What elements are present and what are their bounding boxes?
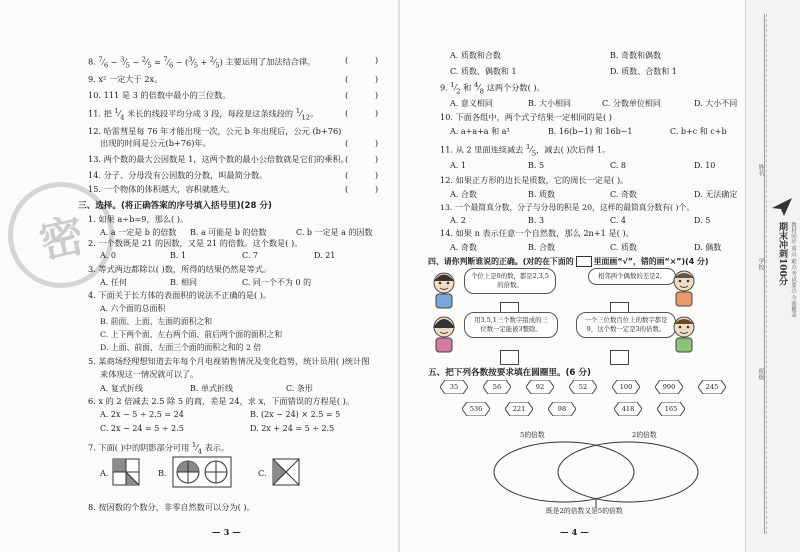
option-a[interactable]: A. 任何 xyxy=(100,278,127,287)
brand-tagline: 教材同步 重点 难点 考试要点 全面覆盖 xyxy=(790,222,796,317)
number-tile[interactable]: 92 xyxy=(526,380,554,394)
answer-paren[interactable]: ( ) xyxy=(345,170,379,180)
option-a[interactable]: A. 2x − 5 ÷ 2.5 = 24 xyxy=(100,410,184,419)
option-d[interactable]: D. 上面、前面、左面三个面的面积之和的 2 倍 xyxy=(100,343,262,352)
answer-paren[interactable]: ( ) xyxy=(345,90,379,100)
option-c[interactable]: C. 8 xyxy=(610,161,627,170)
option-c[interactable]: C. 上下两个面、左右两个面、前后两个面的面积之和 xyxy=(100,330,283,339)
venn-diagram xyxy=(486,424,706,510)
choice-q7: 7. 下面( )中的阴影部分可用 $^1⁄_4$ 表示。 xyxy=(88,441,230,456)
answer-box-3[interactable] xyxy=(500,350,519,365)
option-b[interactable]: B. (2x − 24) × 2.5 = 5 xyxy=(250,410,341,419)
answer-paren[interactable]: ( ) xyxy=(345,138,379,148)
r-q12: 12. 如果正方形的边长是质数，它的周长一定是( )。 xyxy=(440,175,629,185)
option-b[interactable]: B. 5 xyxy=(528,161,545,170)
number-tile[interactable]: 221 xyxy=(505,402,533,416)
option-b[interactable]: B. 质数 xyxy=(528,190,555,199)
name-label: 姓名 xyxy=(757,164,764,176)
shaded-square-figure xyxy=(112,458,140,486)
choice-q5: 5. 某商场经理想知道去年每个月电视销售情况及变化趋势，统计员用( )统计图 xyxy=(88,356,370,366)
child-figure-icon xyxy=(428,314,460,354)
option-c[interactable]: C. b 一定是 a 的因数 xyxy=(296,228,373,237)
section-4-title: 四、请你判断谁说的正确。(对的在下面的 里面画“√”，错的画“×”)(4 分) xyxy=(428,257,709,266)
school-label: 学校 xyxy=(757,258,764,270)
choice-q4: 4. 下面关于长方体的表面积的说法不正确的是( )。 xyxy=(88,290,272,300)
option-b[interactable]: B. a 可能是 b 的倍数 xyxy=(190,228,267,237)
venn-label-left: 5的倍数 xyxy=(520,431,545,439)
q11: 11. 把 $^1⁄_4$ 米长的线段平均分成 3 段，每段是这条线段的 $^1⁄_{12}$。 xyxy=(88,107,319,122)
r-q13: 13. 一个最简真分数，分子与分母的积是 20，这样的最简真分数有( )个。 xyxy=(440,203,695,212)
answer-box-4[interactable] xyxy=(610,350,629,365)
option-d[interactable]: D. 21 xyxy=(314,251,336,260)
option-b[interactable]: B. 单式折线 xyxy=(190,384,233,393)
class-label: 班级 xyxy=(757,368,764,380)
option-b[interactable]: B. 3 xyxy=(528,216,545,225)
shaded-triangle-figure xyxy=(272,458,300,486)
number-tile[interactable]: 98 xyxy=(548,402,576,416)
choice-q2: 2. 一个数既是 21 的因数，又是 21 的倍数。这个数是( )。 xyxy=(88,238,303,248)
option-a[interactable]: A. 0 xyxy=(100,251,116,260)
shaded-circles-figure xyxy=(172,456,232,488)
option-b[interactable]: B. 1 xyxy=(170,251,187,260)
answer-paren[interactable]: ( ) xyxy=(345,55,379,65)
paper-plane-logo-icon xyxy=(770,196,794,218)
q10: 10. 111 是 3 的倍数中最小的三位数。 xyxy=(88,90,231,100)
q13: 13. 两个数的最大公因数是 1，这两个数的最小公倍数就是它们的乘积。 xyxy=(88,154,349,164)
q14: 14. 分子、分母没有公因数的分数，叫最简分数。 xyxy=(88,170,268,180)
option-d[interactable]: D. 10 xyxy=(694,161,716,170)
q15: 15. 一个物体的体积越大，容积就越大。 xyxy=(88,184,235,194)
answer-paren[interactable]: ( ) xyxy=(345,154,379,164)
option-c[interactable]: C. 奇数 xyxy=(610,190,637,199)
r-q10: 10. 下面各组中，两个式子结果一定相同的是( ) xyxy=(440,112,612,122)
number-tile[interactable]: 100 xyxy=(612,380,640,394)
answer-paren[interactable]: ( ) xyxy=(345,74,379,84)
exam-page-4 xyxy=(400,0,745,552)
option-a[interactable]: A. 质数和合数 xyxy=(450,51,501,60)
number-tile[interactable]: 245 xyxy=(698,380,726,394)
option-c[interactable]: C. 条形 xyxy=(286,384,313,393)
q12-line2: 出现的时间是公元(b+76)年。 xyxy=(100,138,211,148)
option-c[interactable]: C. 7 xyxy=(242,251,259,260)
venn-label-right: 2的倍数 xyxy=(632,431,657,439)
option-a[interactable]: A. 2 xyxy=(450,216,466,225)
r-q9: 9. $^1⁄_2$ 和 $^4⁄_8$ 这两个分数( )。 xyxy=(440,81,545,96)
number-tile[interactable]: 418 xyxy=(614,402,642,416)
option-b[interactable]: B. 奇数和偶数 xyxy=(610,51,661,60)
statement-bubble-3: 用3,5,1三个数字组成的三位数一定能被3整除。 xyxy=(464,312,558,338)
page-number: — 4 — xyxy=(560,528,589,538)
option-b[interactable]: B. 合数 xyxy=(528,243,555,252)
number-tile[interactable]: 536 xyxy=(462,402,490,416)
option-c[interactable]: C. 质数、偶数和 1 xyxy=(450,67,517,76)
answer-paren[interactable]: ( ) xyxy=(345,108,379,118)
option-a[interactable]: A. 奇数 xyxy=(450,243,477,252)
answer-paren[interactable]: ( ) xyxy=(345,184,379,194)
option-c[interactable]: C. 4 xyxy=(610,216,627,225)
option-d[interactable]: D. 质数、合数和 1 xyxy=(610,67,677,76)
choice-q6: 6. x 的 2 倍减去 2.5 除 5 的商，差是 24，求 x，下面错误的方程是( )。 xyxy=(88,396,355,406)
option-d[interactable]: D. 无法确定 xyxy=(694,190,738,199)
section-5-title: 五、把下列各数按要求填在圆圈里。(6 分) xyxy=(428,368,591,378)
option-b[interactable]: B. 前面、上面、左面的面积之和 xyxy=(100,317,213,326)
option-a[interactable]: A. 合数 xyxy=(450,190,477,199)
venn-label-bottom: 既是2的倍数又是5的倍数 xyxy=(546,507,623,515)
child-figure-icon xyxy=(668,268,700,308)
number-tile[interactable]: 990 xyxy=(655,380,683,394)
option-d[interactable]: D. 5 xyxy=(694,216,711,225)
secret-stamp: 密 xyxy=(8,182,114,288)
option-b[interactable]: B. 相同 xyxy=(170,278,197,287)
exam-page-3 xyxy=(0,0,398,552)
option-c[interactable]: C. 质数 xyxy=(610,243,637,252)
option-d[interactable]: D. 大小不同 xyxy=(694,99,738,108)
option-c[interactable]: C. 同一个不为 0 的 xyxy=(242,278,312,287)
option-c[interactable]: C. b+c 和 c+b xyxy=(670,127,727,136)
r-q14: 14. 如果 n 表示任意一个自然数，那么 2n+1 是( )。 xyxy=(440,228,634,238)
brand-title: 期末冲刺100分 xyxy=(777,222,787,286)
statement-bubble-1: 个位上是0的数，都是2,3,5的倍数。 xyxy=(464,268,556,294)
child-figure-icon xyxy=(428,270,460,310)
r-q11: 11. 从 2 里面连续减去 $^1⁄_5$，减去( )次后得 1。 xyxy=(440,143,611,158)
number-tile[interactable]: 56 xyxy=(483,380,511,394)
q12: 12. 哈雷彗星每 76 年才能出现一次，公元 b 年出现后，公元 (b+76) xyxy=(88,126,342,136)
option-a[interactable]: A. 意义相同 xyxy=(450,99,493,108)
statement-bubble-4: 一个三位数百位上的数字都是9，这个数一定是3的倍数。 xyxy=(576,312,676,338)
option-a[interactable]: A. 六个面的总面积 xyxy=(100,304,166,313)
option-a[interactable]: A. xyxy=(100,468,109,478)
option-a[interactable]: A. 1 xyxy=(450,161,466,170)
option-b[interactable]: B. 大小相同 xyxy=(528,99,571,108)
option-b[interactable]: B. xyxy=(158,468,167,478)
option-c[interactable]: C. xyxy=(258,468,267,478)
child-figure-icon xyxy=(668,314,700,354)
option-d[interactable]: D. 偶数 xyxy=(694,243,722,252)
option-c[interactable]: C. 分数单位相同 xyxy=(602,99,661,108)
number-tile[interactable]: 35 xyxy=(440,380,468,394)
option-a[interactable]: A. a 一定是 b 的倍数 xyxy=(100,228,177,237)
option-b[interactable]: B. 16(b−1) 和 16b−1 xyxy=(548,127,633,136)
option-c[interactable]: C. 2x − 24 = 5 ÷ 2.5 xyxy=(100,424,184,433)
statement-bubble-2: 相邻两个偶数的差是2。 xyxy=(588,268,676,285)
q9: 9. x² 一定大于 2x。 xyxy=(88,74,163,84)
q8: 8. $^7⁄_6$ − $^3⁄_5$ − $^2⁄_5$ = $^7⁄_6$ − ($^3⁄_5$ + $^2⁄_5$) 主要运用了加法结合律。 xyxy=(88,55,316,70)
section-3-title: 三、选择。(将正确答案的序号填入括号里)(28 分) xyxy=(78,201,272,211)
number-tile[interactable]: 165 xyxy=(657,402,685,416)
binding-sidebar xyxy=(745,0,800,552)
choice-q8: 8. 按因数的个数分，非零自然数可以分为( )。 xyxy=(88,502,255,512)
option-d[interactable]: D. 2x + 24 = 5 ÷ 2.5 xyxy=(250,424,335,433)
page-number: — 3 — xyxy=(212,528,241,538)
option-a[interactable]: A. 复式折线 xyxy=(100,384,143,393)
option-a[interactable]: A. a+a+a 和 a³ xyxy=(450,127,510,136)
choice-q3: 3. 等式两边都除以( )数，所得的结果仍然是等式。 xyxy=(88,264,272,274)
number-tile[interactable]: 52 xyxy=(569,380,597,394)
choice-q1: 1. 如果 a÷b=9，那么( )。 xyxy=(88,214,189,224)
choice-q5-line2: 来体现这一情况就可以了。 xyxy=(100,369,199,379)
